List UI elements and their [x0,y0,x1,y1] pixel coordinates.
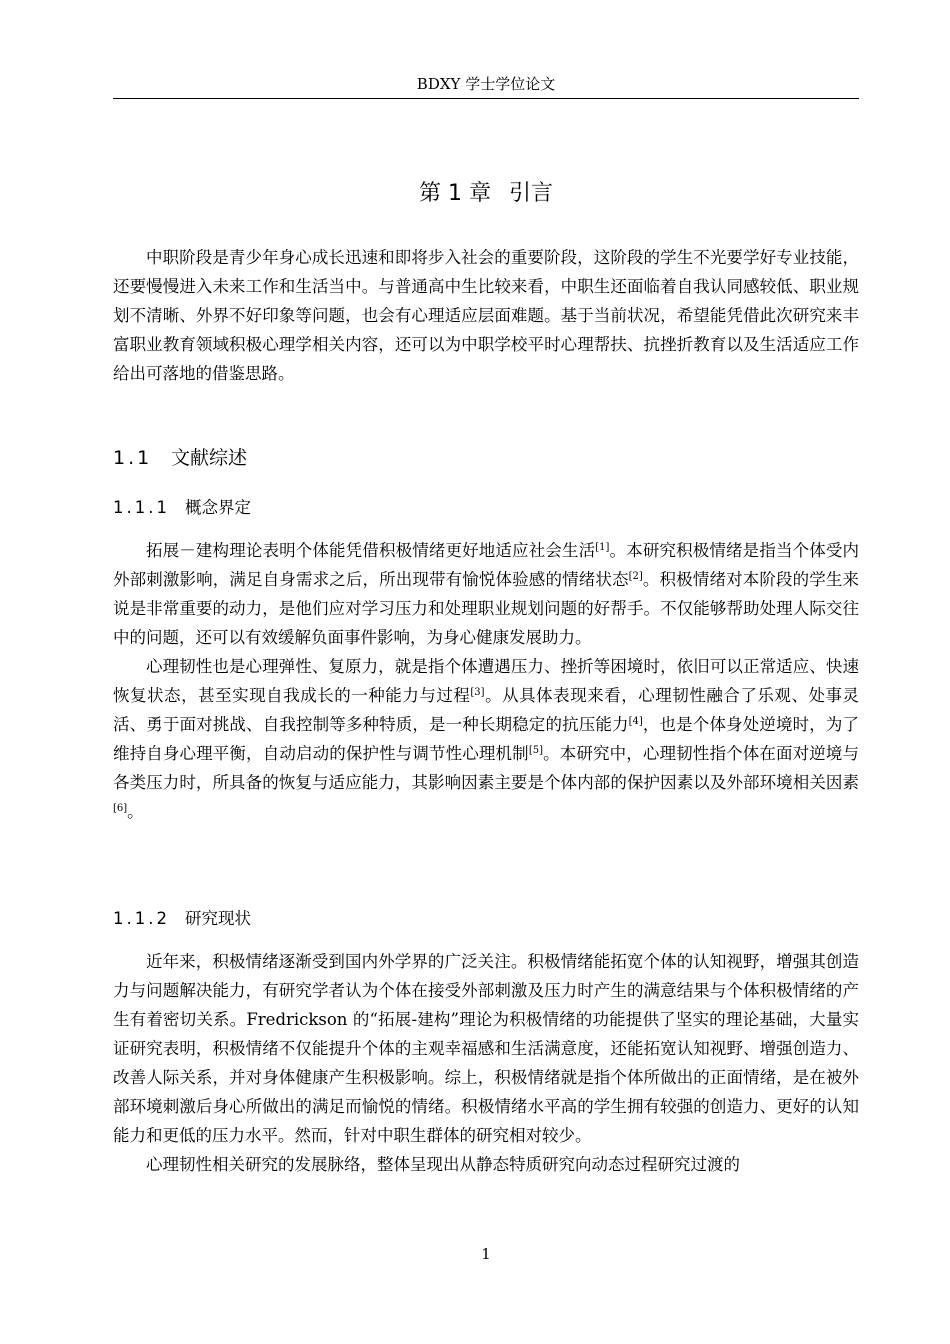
positive-emotion-paragraph: 拓展－建构理论表明个体能凭借积极情绪更好地适应社会生活[1]。本研究积极情绪是指当个体受内外部刺激影响，满足自身需求之后，所出现带有愉悦体验感的情绪状态[2]。积极情绪对本阶段的学生来说是非常重要的动力，是他们应对学习压力和处理职业规划问题的好帮手。不仅能够帮助处理人际交往中的问题，还可以有效缓解负面事件影响，为身心健康发展助力。 [113,541,860,647]
section-title: 文献综述 [171,447,248,469]
resilience-paragraph: 心理韧性也是心理弹性、复原力，就是指个体遭遇压力、挫折等困境时，依旧可以正常适应、快速恢复状态，甚至实现自我成长的一种能力与过程[3]。从具体表现来看，心理韧性融合了乐观、处事灵活、勇于面对挑战、自我控制等多种特质，是一种长期稳定的抗压能力[4]，也是个体身处逆境时，为了维持自身心理平衡，自动启动的保护性与调节性心理机制[5]。本研究中，心理韧性指个体在面对逆境与各类压力时，所具备的恢复与适应能力，其影响因素主要是个体内部的保护因素以及外部环境相关因素[6]。 [113,657,860,821]
concept-definition-body [113,536,859,826]
intro-section [113,243,859,388]
subsection-title: 概念界定 [185,498,251,517]
citation-2[interactable]: [2] [628,571,643,582]
chapter-number: 第 1 章 [419,181,491,206]
section-heading-1-1 [113,443,247,473]
chapter-title [113,177,859,211]
subsection-heading-1-1-1 [113,494,251,522]
subsection-number: 1.1.2 [113,909,170,928]
resilience-research-paragraph: 心理韧性相关研究的发展脉络，整体呈现出从静态特质研究向动态过程研究过渡的 [146,1155,740,1174]
chapter-name: 引言 [508,181,553,206]
section-number: 1.1 [113,447,153,469]
citation-5[interactable]: [5] [528,745,543,756]
subsection-number: 1.1.1 [113,498,170,517]
page-number: 1 [481,1245,491,1263]
citation-3[interactable]: [3] [470,687,485,698]
citation-4[interactable]: [4] [628,716,643,727]
citation-6[interactable]: [6] [113,803,128,814]
subsection-title: 研究现状 [185,909,251,928]
citation-1[interactable]: [1] [595,542,610,553]
positive-emotion-research-paragraph: 近年来，积极情绪逐渐受到国内外学界的广泛关注。积极情绪能拓宽个体的认知视野，增强其创造力与问题解决能力，有研究学者认为个体在接受外部刺激及压力时产生的满意结果与个体积极情绪的产生有着密切关系。Fredrickson 的“拓展-建构”理论为积极情绪的功能提供了坚实的理论基础，大量实证研究表明，积极情绪不仅能提升个体的主观幸福感和生活满意度，还能拓宽认知视野、增强创造力、改善人际关系，并对身体健康产生积极影响。综上，积极情绪就是指个体所做出的正面情绪，是在被外部环境刺激后身心所做出的满足而愉悦的情绪。积极情绪水平高的学生拥有较强的创造力、更好的认知能力和更低的压力水平。然而，针对中职生群体的研究相对较少。 [113,952,859,1145]
intro-paragraph: 中职阶段是青少年身心成长迅速和即将步入社会的重要阶段，这阶段的学生不光要学好专业技能，还要慢慢进入未来工作和生活当中。与普通高中生比较来看，中职生还面临着自我认同感较低、职业规划不清晰、外界不好印象等问题，也会有心理适应层面难题。基于当前状况，希望能凭借此次研究来丰富职业教育领域积极心理学相关内容，还可以为中职学校平时心理帮扶、抗挫折教育以及生活适应工作给出可落地的借鉴思路。 [113,248,859,383]
running-header: BDXY 学士学位论文 [416,75,556,93]
header-rule [113,98,859,99]
subsection-heading-1-1-2 [113,905,251,933]
research-status-body [113,947,859,1179]
